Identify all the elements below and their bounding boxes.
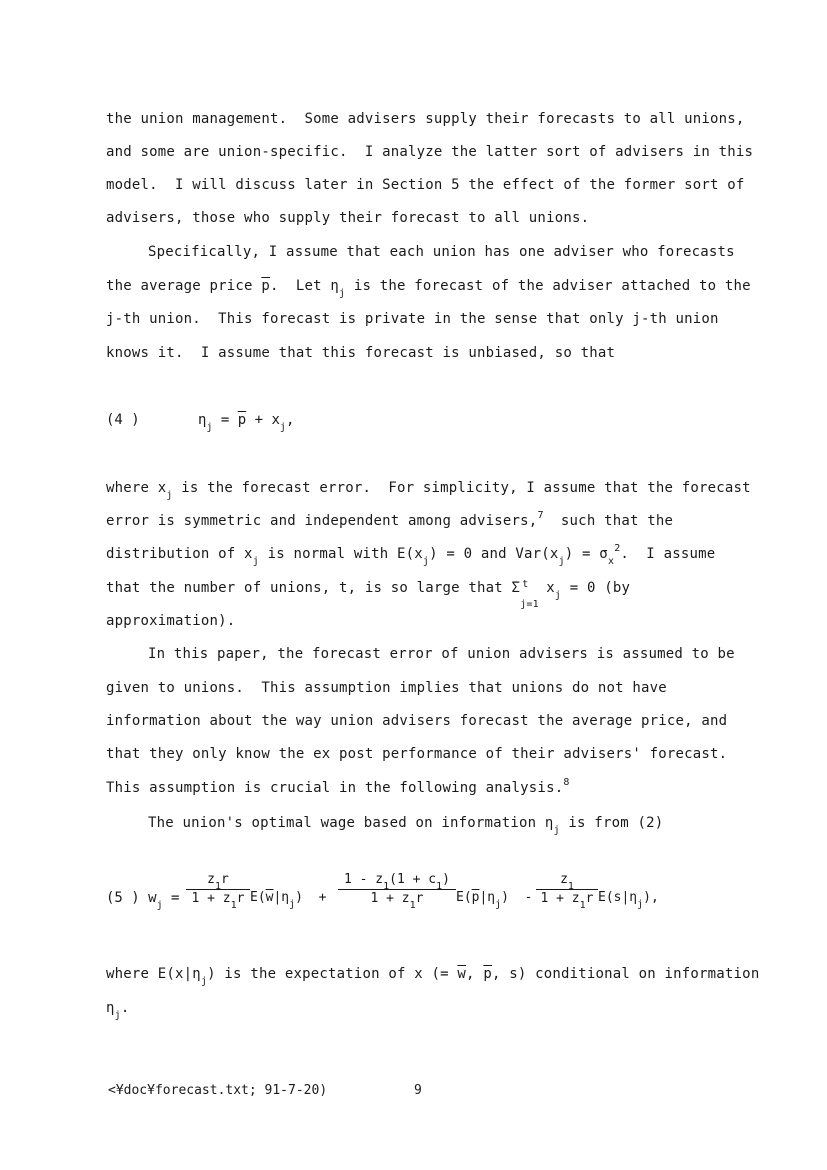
paragraph-indented-line: In this paper, the forecast error of union advisers is assumed to be	[148, 646, 735, 662]
text-line: approximation).	[106, 613, 236, 629]
text-line: knows it. I assume that this forecast is unbiased, so that	[106, 345, 616, 361]
equation-5-term-2: $E(\overline{p}|\eta_j)$ -	[456, 890, 533, 910]
footnote-marker: 8	[563, 777, 570, 788]
text-line: advisers, those who supply their forecast to all unions.	[106, 210, 590, 226]
page-number: 9	[414, 1083, 422, 1098]
fraction-2: $1 - z_1(1 + c_1)$ $1 + z_1r$	[338, 872, 456, 907]
text-line: where $E(x|\eta_j)$ is the expectation of x (= $\overline{w}$, $\overline{p}$, s) conditional on information	[106, 966, 760, 987]
text-line: model. I will discuss later in Section 5 the effect of the former sort of	[106, 177, 745, 193]
text-line: error is symmetric and independent among advisers,$^7$ such that the	[106, 510, 674, 529]
paragraph-indented-line: The union's optimal wage based on information $\eta_j$ is from (2)	[148, 815, 664, 836]
text-line: where $x_j$ is the forecast error. For simplicity, I assume that the forecast	[106, 480, 751, 501]
text-line: the average price $\overline{p}$. Let $\eta_j$ is the forecast of the adviser attached to the	[106, 278, 751, 299]
text-line: the union management. Some advisers supply their forecasts to all unions,	[106, 111, 745, 127]
text-line: $\eta_j$.	[106, 1000, 130, 1021]
text-line: distribution of $x_j$ is normal with $E(x_j) = 0$ and $Var(x_j) = \sigma_x^2$. I assume	[106, 543, 716, 567]
text-line: and some are union-specific. I analyze the latter sort of advisers in this	[106, 144, 754, 160]
equation-4-label: (4 )	[106, 412, 140, 428]
equation-5-term-3: $E(s|\eta_j)$,	[598, 890, 659, 910]
text-line: that the number of unions, t, is so large that Σ t j=1 $x_j = 0$ (by	[106, 579, 631, 610]
fraction-3: $z_1$ $1 + z_1r$	[536, 872, 598, 907]
footer-source: <¥doc¥forecast.txt; 91-7-20)	[108, 1083, 328, 1098]
equation-5-label: (5 ) $w_j$ =	[106, 890, 180, 911]
text-line: j-th union. This forecast is private in the sense that only j-th union	[106, 311, 719, 327]
text-line: that they only know the ex post performance of their advisers' forecast.	[106, 746, 728, 762]
footnote-marker: 7	[537, 510, 544, 521]
equation-4: $\eta_j = \overline{p} + x_j$,	[198, 412, 295, 433]
text-line: This assumption is crucial in the following analysis.$^8$	[106, 777, 570, 796]
equation-5-term-1: $E(\overline{w}|\eta_j)$ +	[250, 890, 327, 910]
paragraph-indented-line: Specifically, I assume that each union has one adviser who forecasts	[148, 244, 735, 260]
text-line: information about the way union advisers forecast the average price, and	[106, 713, 728, 729]
text-line: given to unions. This assumption implies that unions do not have	[106, 680, 667, 696]
fraction-1: $z_1r$ $1 + z_1r$	[186, 872, 250, 907]
